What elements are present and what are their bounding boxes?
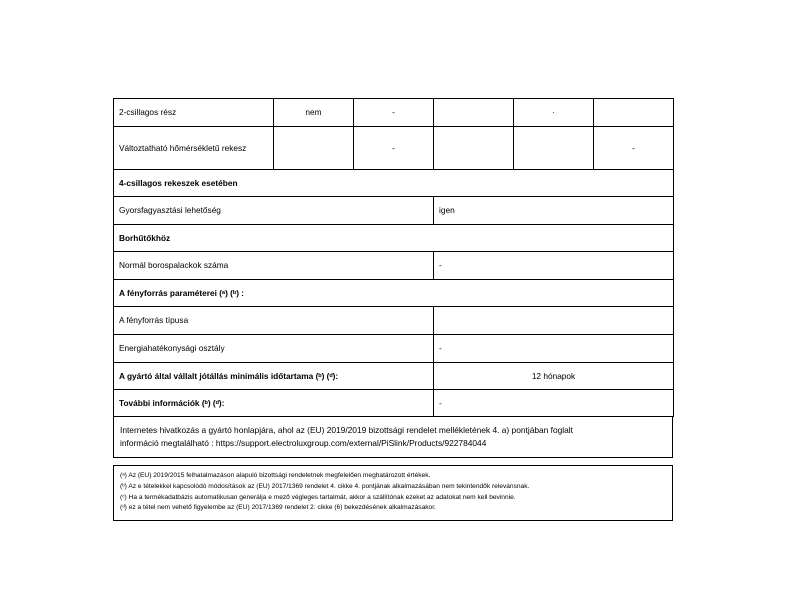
section-heading: Borhűtőkhöz (114, 225, 674, 252)
table-row (114, 307, 674, 335)
section-heading-row (114, 225, 674, 252)
section-heading-row (114, 170, 674, 197)
table-row (114, 99, 674, 127)
row-label: Gyorsfagyasztási lehetőség (114, 197, 434, 225)
table-row (114, 252, 674, 280)
row-value-4 (514, 127, 594, 170)
row-value: igen (434, 197, 674, 225)
row-value-4: · (514, 99, 594, 127)
section-heading: 4-csillagos rekeszek esetében (114, 170, 674, 197)
row-value: - (434, 252, 674, 280)
table-row (114, 197, 674, 225)
footnote-a: (ᵃ) Az (EU) 2019/2015 felhatalmazáson alapuló bizottsági rendeletnek megfelelően meghatározott értékek. (120, 472, 431, 480)
footnote-d: (ᵈ) ez a tétel nem vehető figyelembe az (EU) 2017/1369 rendelet 2. cikke (6) bekezdésének alkalmazásakor. (120, 504, 436, 512)
section-heading-row (114, 280, 674, 307)
web-reference-line-1: Internetes hivatkozás a gyártó honlapjára, ahol az (EU) 2019/2019 bizottsági rendelet mellékletének 4. a) pontjában foglalt (120, 425, 573, 435)
footnotes-block (113, 465, 673, 521)
web-reference-line-2[interactable]: információ megtalálható : https://support.electroluxgroup.com/external/PiSlink/Products/922784044 (120, 437, 487, 448)
row-label: Normál borospalackok száma (114, 252, 434, 280)
row-value-5 (594, 99, 674, 127)
web-reference-block (113, 417, 673, 458)
row-value (434, 307, 674, 335)
specification-table (113, 98, 674, 417)
row-value-2: - (354, 99, 434, 127)
product-fiche-sheet (113, 98, 673, 521)
row-label: Változtatható hőmérsékletű rekesz (114, 127, 274, 170)
warranty-row (114, 363, 674, 390)
row-value-2: - (354, 127, 434, 170)
row-value-1: nem (274, 99, 354, 127)
section-heading: A fényforrás paraméterei (ᵃ) (ᵇ) : (114, 280, 674, 307)
further-info-row (114, 390, 674, 417)
row-value: - (434, 335, 674, 363)
footnote-c: (ᶜ) Ha a termékadatbázis automatikusan generálja e mező végleges tartalmát, akkor a szállítónak ezeket az adatokat nem kell bevinnie. (120, 493, 516, 501)
row-value-3 (434, 99, 514, 127)
row-value-5: - (594, 127, 674, 170)
row-label: 2-csillagos rész (114, 99, 274, 127)
table-row (114, 127, 674, 170)
row-value-3 (434, 127, 514, 170)
warranty-label: A gyártó által vállalt jótállás minimális időtartama (ᵇ) (ᵈ): (114, 363, 434, 390)
row-label: A fényforrás típusa (114, 307, 434, 335)
warranty-value: 12 hónapok (434, 363, 674, 390)
row-label: Energiahatékonysági osztály (114, 335, 434, 363)
further-info-value: - (434, 390, 674, 417)
further-info-label: További információk (ᵇ) (ᵈ): (114, 390, 434, 417)
footnote-b: (ᵇ) Az e tételekkel kapcsolódó módosítások az (EU) 2017/1369 rendelet 4. cikke 4. pontjának alkalmazásában nem tekintendők relevánsnak. (120, 482, 530, 490)
table-row (114, 335, 674, 363)
row-value-1 (274, 127, 354, 170)
